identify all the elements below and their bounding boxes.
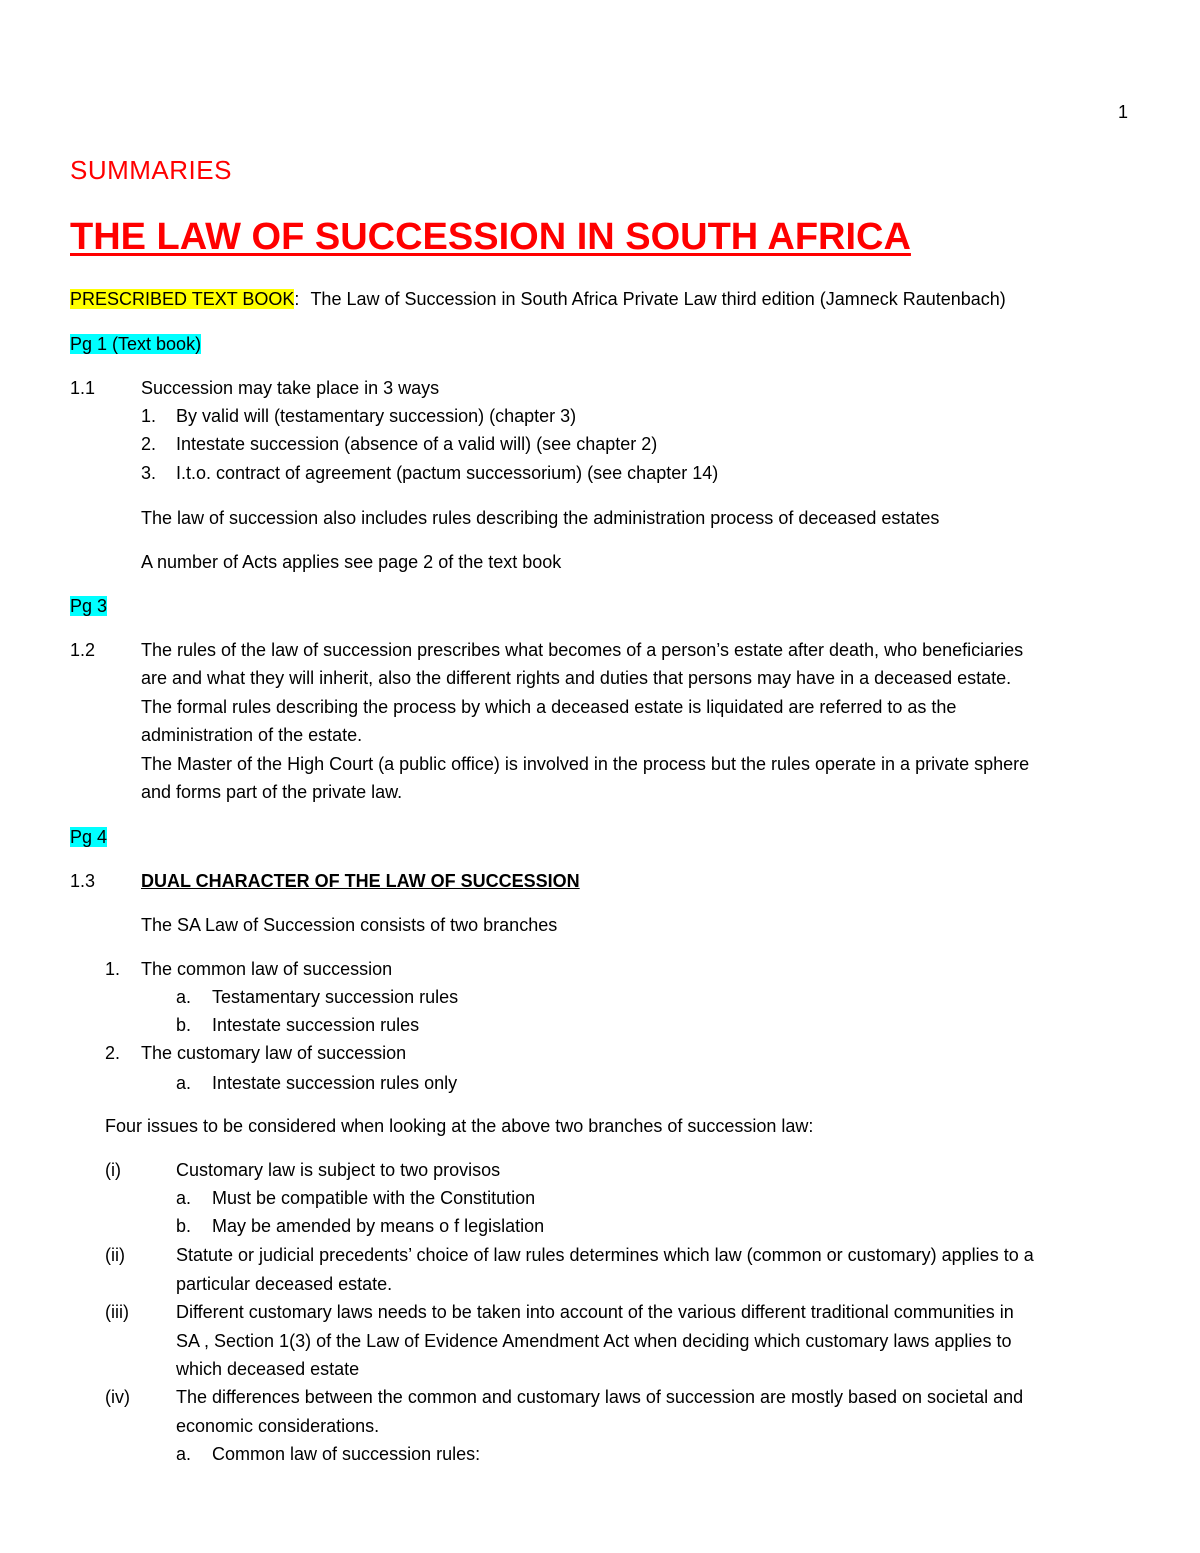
issue-num: (iv) bbox=[105, 1387, 130, 1407]
issue-num: (iii) bbox=[105, 1302, 129, 1322]
list-item: I.t.o. contract of agreement (pactum successorium) (see chapter 14) bbox=[176, 463, 719, 483]
list-item: May be amended by means o f legislation bbox=[212, 1216, 545, 1236]
list-item-num: 2. bbox=[141, 434, 157, 454]
issue-text: Statute or judicial precedents’ choice of law rules determines which law (common or customary) applies to a bbox=[176, 1245, 1034, 1265]
list-item: Intestate succession rules only bbox=[212, 1073, 458, 1093]
list-item: By valid will (testamentary succession) (chapter 3) bbox=[176, 406, 577, 426]
paragraph: The SA Law of Succession consists of two branches bbox=[141, 915, 558, 935]
document-title: THE LAW OF SUCCESSION IN SOUTH AFRICA bbox=[70, 216, 911, 258]
pg1-label-line bbox=[70, 332, 201, 356]
prescribed-label: PRESCRIBED TEXT BOOK bbox=[70, 289, 295, 309]
list-item: Intestate succession rules bbox=[212, 1015, 420, 1035]
section-1-1-text: Succession may take place in 3 ways bbox=[141, 378, 440, 398]
issue-text: Different customary laws needs to be taken into account of the various different traditional communities in bbox=[176, 1302, 1014, 1322]
list-item-num: 2. bbox=[105, 1043, 121, 1063]
paragraph: Four issues to be considered when looking at the above two branches of succession law: bbox=[105, 1116, 814, 1136]
list-item: Intestate succession (absence of a valid will) (see chapter 2) bbox=[176, 434, 658, 454]
paragraph: The law of succession also includes rules describing the administration process of deceased estates bbox=[141, 508, 940, 528]
section-1-3-number: 1.3 bbox=[70, 871, 96, 891]
section-1-2-number: 1.2 bbox=[70, 640, 96, 660]
list-item: The common law of succession bbox=[141, 959, 393, 979]
prescribed-text: The Law of Succession in South Africa Private Law third edition (Jamneck Rautenbach) bbox=[310, 289, 1006, 309]
issue-num: (i) bbox=[105, 1160, 121, 1180]
pg1-label: Pg 1 (Text book) bbox=[70, 334, 202, 354]
issue-text: SA , Section 1(3) of the Law of Evidence Amendment Act when deciding which customary laws applies to bbox=[176, 1331, 1012, 1351]
paragraph: A number of Acts applies see page 2 of the text book bbox=[141, 552, 562, 572]
issue-text: The differences between the common and customary laws of succession are mostly based on societal and bbox=[176, 1387, 1024, 1407]
list-item: Must be compatible with the Constitution bbox=[212, 1188, 536, 1208]
list-item-num: 1. bbox=[141, 406, 157, 426]
paragraph-line: and forms part of the private law. bbox=[141, 782, 403, 802]
summaries-heading: SUMMARIES bbox=[70, 155, 232, 185]
list-item-num: b. bbox=[176, 1216, 192, 1236]
prescribed-text-book-line bbox=[70, 287, 1006, 311]
paragraph-line: The Master of the High Court (a public office) is involved in the process but the rules operate in a private sphere bbox=[141, 754, 1030, 774]
issue-text: Customary law is subject to two provisos bbox=[176, 1160, 501, 1180]
list-item: The customary law of succession bbox=[141, 1043, 407, 1063]
list-item: Common law of succession rules: bbox=[212, 1444, 481, 1464]
issue-text: particular deceased estate. bbox=[176, 1274, 393, 1294]
section-1-3-title: DUAL CHARACTER OF THE LAW OF SUCCESSION bbox=[141, 871, 580, 891]
list-item-num: a. bbox=[176, 1188, 192, 1208]
list-item-num: 3. bbox=[141, 463, 157, 483]
list-item-num: a. bbox=[176, 1073, 192, 1093]
list-item-num: a. bbox=[176, 1444, 192, 1464]
issue-text: economic considerations. bbox=[176, 1416, 380, 1436]
list-item-num: 1. bbox=[105, 959, 121, 979]
section-1-1-number: 1.1 bbox=[70, 378, 96, 398]
issue-num: (ii) bbox=[105, 1245, 125, 1265]
paragraph-line: The rules of the law of succession prescribes what becomes of a person’s estate after death, who beneficiaries bbox=[141, 640, 1024, 660]
page-number: 1 bbox=[1117, 102, 1128, 122]
paragraph-line: administration of the estate. bbox=[141, 725, 363, 745]
paragraph-line: The formal rules describing the process by which a deceased estate is liquidated are referred to as the bbox=[141, 697, 957, 717]
issue-text: which deceased estate bbox=[176, 1359, 360, 1379]
pg4-label-line bbox=[70, 825, 107, 849]
pg3-label: Pg 3 bbox=[70, 596, 108, 616]
list-item-num: a. bbox=[176, 987, 192, 1007]
pg3-label-line bbox=[70, 594, 107, 618]
prescribed-colon: : bbox=[294, 289, 300, 309]
list-item: Testamentary succession rules bbox=[212, 987, 459, 1007]
paragraph-line: are and what they will inherit, also the different rights and duties that persons may have in a deceased estate. bbox=[141, 668, 1012, 688]
list-item-num: b. bbox=[176, 1015, 192, 1035]
pg4-label: Pg 4 bbox=[70, 827, 108, 847]
